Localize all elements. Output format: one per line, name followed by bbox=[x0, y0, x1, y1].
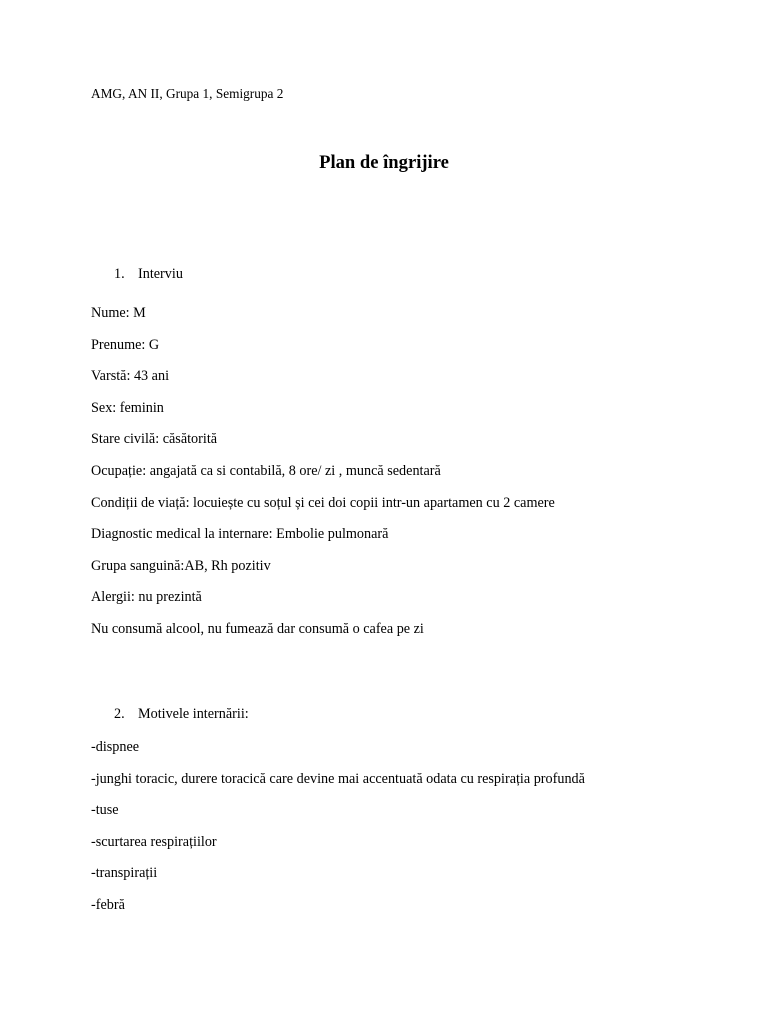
section-motivele-internarii bbox=[91, 706, 585, 922]
document-title: Plan de îngrijire bbox=[319, 152, 449, 173]
field-sex: Sex: feminin bbox=[91, 399, 164, 416]
field-obiceiuri: Nu consumă alcool, nu fumează dar consumă o cafea pe zi bbox=[91, 620, 424, 637]
field-varsta: Varstă: 43 ani bbox=[91, 368, 170, 385]
list-item: -tuse bbox=[91, 802, 119, 819]
section-lines bbox=[91, 298, 555, 646]
section-number: 1. bbox=[114, 266, 125, 282]
field-alergii: Alergii: nu prezintă bbox=[91, 589, 202, 606]
document-header: AMG, AN II, Grupa 1, Semigrupa 2 bbox=[91, 86, 284, 101]
section-heading bbox=[91, 266, 555, 288]
section-heading bbox=[91, 706, 585, 728]
list-item: -junghi toracic, durere toracică care devine mai accentuată odata cu respirația profundă bbox=[91, 770, 585, 787]
list-item: -dispnee bbox=[91, 739, 140, 755]
field-prenume: Prenume: G bbox=[91, 336, 160, 353]
section-interviu bbox=[91, 266, 555, 646]
field-stare-civila: Stare civilă: căsătorită bbox=[91, 431, 218, 448]
list-item: -febră bbox=[91, 896, 125, 913]
field-diagnostic-medical: Diagnostic medical la internare: Embolie pulmonară bbox=[91, 526, 389, 543]
list-item: -scurtarea respirațiilor bbox=[91, 833, 217, 850]
section-title: Interviu bbox=[138, 266, 183, 282]
section-number: 2. bbox=[114, 706, 125, 722]
field-conditii-de-viata: Condiții de viață: locuiește cu soțul și cei doi copii intr-un apartamen cu 2 camere bbox=[91, 494, 555, 511]
field-nume: Nume: M bbox=[91, 305, 146, 321]
field-ocupatie: Ocupație: angajată ca si contabilă, 8 ore/ zi , muncă sedentară bbox=[91, 462, 441, 479]
section-title: Motivele internării: bbox=[138, 706, 249, 722]
field-grupa-sanguina: Grupa sanguină:AB, Rh pozitiv bbox=[91, 557, 271, 574]
list-item: -transpirații bbox=[91, 865, 158, 882]
section-lines bbox=[91, 732, 585, 922]
